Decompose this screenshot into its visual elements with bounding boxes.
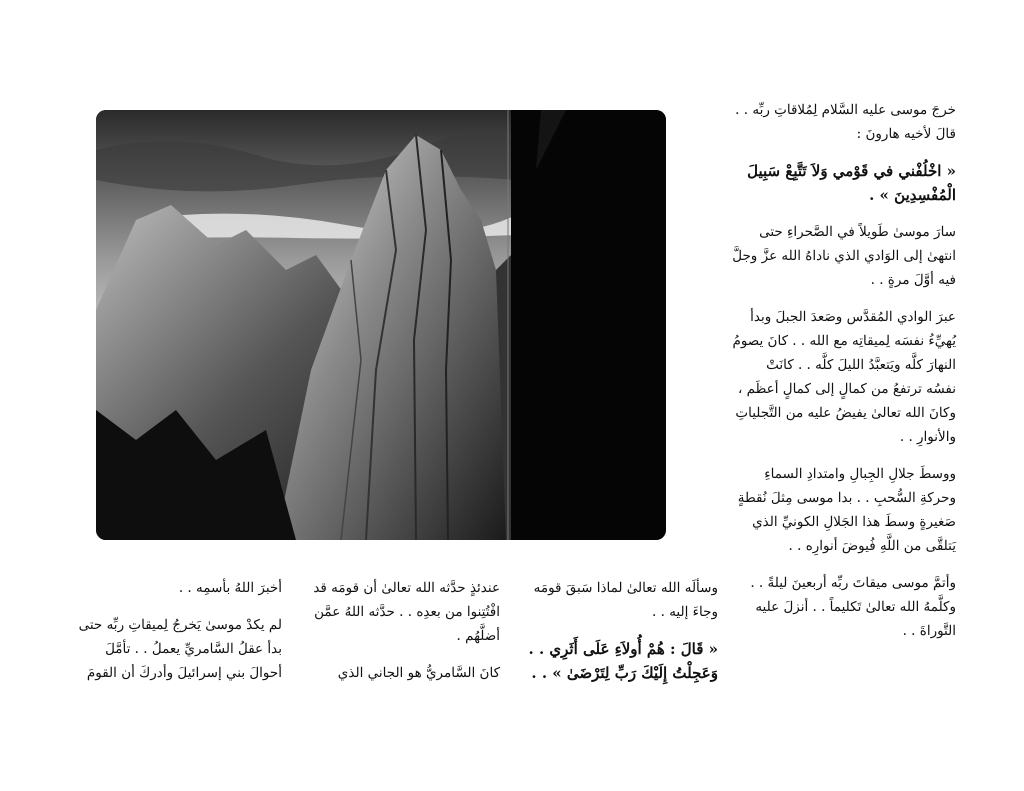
paragraph-5: وأتمَّ موسى ميقاتَ ربِّه أربعينَ ليلةً . . وكلَّمهُ الله تعالىٰ تَكليماً . . أنزلَ عليه التَّوراةَ . .	[750, 575, 956, 639]
paragraph-8: كانَ السَّامريُّ هو الجاني الذي	[337, 665, 500, 681]
paragraph-7: عندئذٍ حدَّثه الله تعالىٰ أن قومَه قد افْتُتِنوا من بعدِه . . حدَّثه اللهُ عمَّن أضلَّهُم .	[313, 580, 500, 644]
bottom-text-column-2	[300, 576, 500, 698]
right-text-column	[732, 98, 956, 656]
quran-quote-2: « قَالَ : هُمْ أُولاَءِ عَلَى أَثَرِي . . وَعَجِلْتُ إِلَيْكَ رَبِّ لِتَرْضَىٰ » . .	[528, 640, 718, 682]
bottom-text-column-3	[72, 576, 282, 698]
bottom-text-column-1	[528, 576, 718, 698]
paragraph-10: لم يكدْ موسىٰ يَخرجُ لِميقاتِ ربِّه حتى بدأ عقلُ السَّامريِّ يعملُ . . تأمَّلَ أحوالَ بني إسرائيلَ وأدركَ أن القومَ	[78, 617, 282, 681]
mountain-illustration	[96, 110, 666, 540]
mountain-drawing	[96, 110, 666, 540]
paragraph-1: خرجَ موسى عليه السَّلام لِمُلاقاتِ ربِّه . . قالَ لأخيه هارونَ :	[735, 102, 956, 142]
quran-quote-1: « اخْلُفْني في قَوْمي وَلاَ تَتَّبِعْ سَبِيلَ الْمُفْسِدِينَ » .	[747, 162, 956, 204]
paragraph-6: وسألَه الله تعالىٰ لماذا سَبقَ قومَه وجاءَ إليه . .	[533, 580, 718, 620]
paragraph-2: سارَ موسىٰ طَويلاً في الصَّحراءِ حتى انتهىٰ إلى الوَادي الذي ناداهُ الله عزَّ وجلَّ فيه أوَّلَ مرةٍ . .	[732, 224, 956, 288]
paragraph-3: عبرَ الوادي المُقدَّس وصَعدَ الجبلَ وبدأ يُهيِّءُ نفسَه لِميقاتِه مع الله . . كانَ يصومُ النهارَ كلَّه ويَتعبَّدُ الليلَ كلَّه . . كانَتْ نفسُه ترتفعُ من كمالٍ إلى كمالٍ أعظَم ، وكانَ الله تعالىٰ يفيضُ عليه من التَّجلياتِ والأنوارِ . .	[732, 309, 956, 445]
paragraph-4: ووسطَ جلالِ الجِبالِ وامتدادِ السماءِ وحركةِ السُّحبِ . . بدا موسى مِثلَ نُقطةٍ صَغيرةٍ وسطَ هذا الجَلالِ الكونيِّ الذي يَتلقَّى من اللَّهِ فُيوضَ أنوارِه . .	[737, 466, 956, 554]
paragraph-9: أخبرَ اللهُ بأسمِه . .	[178, 580, 282, 596]
